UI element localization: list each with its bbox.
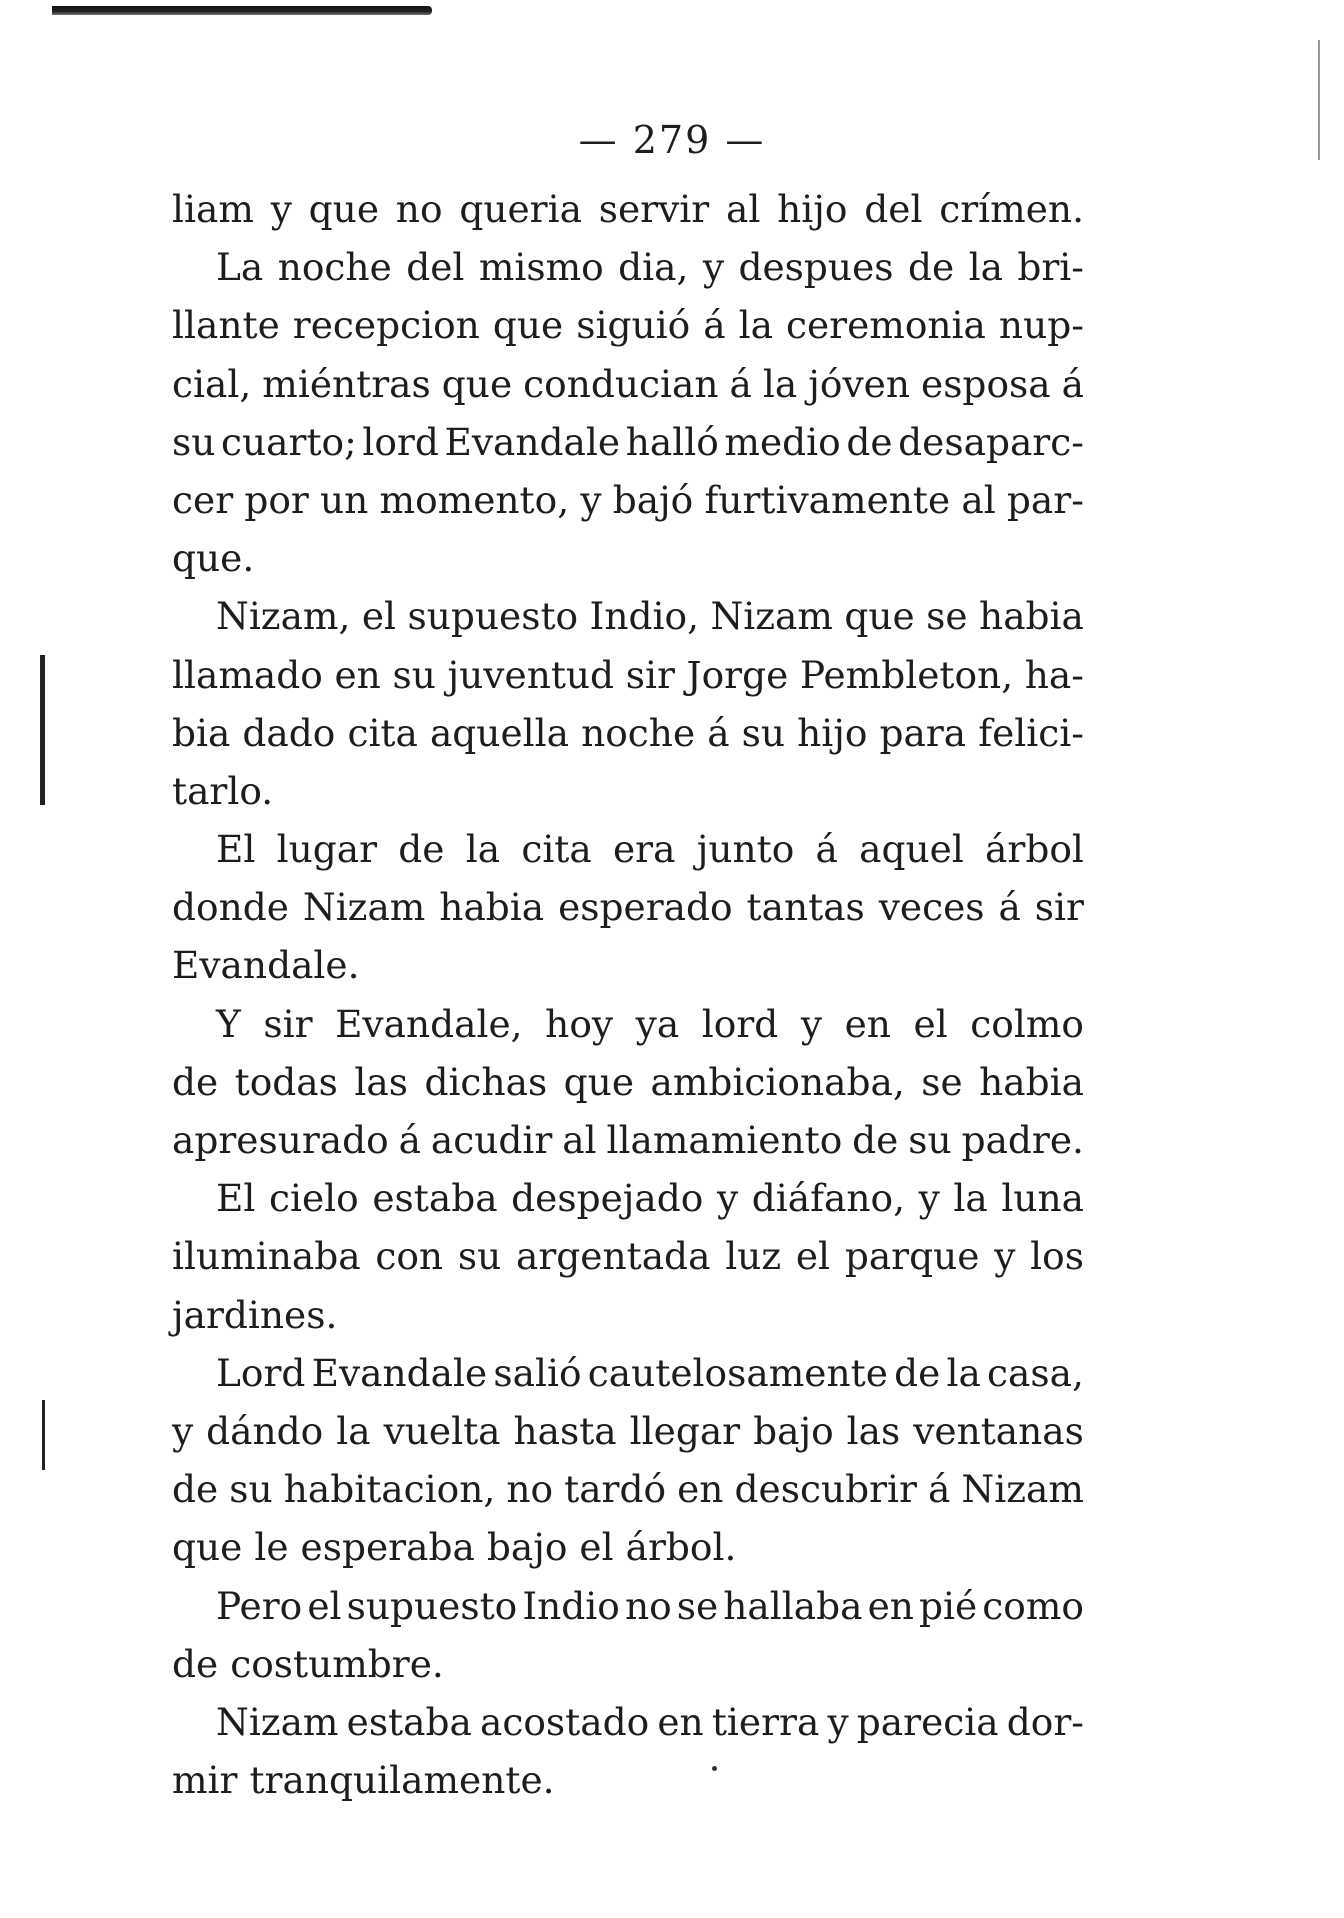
word: lord [701,1001,779,1046]
word: cial, [172,361,252,406]
word: la [738,303,773,348]
text-line [172,1344,1084,1402]
word: estaba [372,1176,498,1221]
word: tierra [711,1699,820,1744]
word: del [406,245,465,290]
word: su [172,419,216,464]
word: llamamiento [606,1118,843,1162]
word: y [702,245,725,290]
word: la [762,361,798,406]
word: ya [635,1001,680,1046]
word: ha- [1024,652,1084,697]
text-line [172,1577,1084,1635]
word: Nizam [216,1699,339,1744]
word: casa, [987,1350,1084,1395]
text-line [172,1751,1084,1809]
text-line [172,762,1084,820]
word: El [216,1176,256,1221]
word: junto [696,827,795,872]
word: vuelta [383,1408,501,1453]
text-line [172,820,1084,878]
word: lugar [276,827,378,872]
text-line [172,296,1084,354]
word: le [254,1525,289,1570]
word: despues [738,245,894,290]
word: su [457,1234,502,1279]
word: Evandale. [172,943,360,988]
word: llante [172,303,280,348]
word: habia [439,885,545,930]
word: Nizam [961,1467,1084,1512]
word: se [676,1583,719,1628]
word: tarlo. [172,768,274,813]
word: en [677,1467,724,1512]
word: los [1030,1234,1084,1279]
word: un [320,477,369,522]
word: dándo [206,1408,324,1453]
word: de [852,1118,899,1162]
word: y [270,187,292,231]
word: de [846,419,893,464]
word: Indio, [589,594,700,639]
word: noche [581,710,696,755]
word: La [216,245,264,290]
word: esposa [921,361,1051,406]
word: dor- [1006,1699,1084,1744]
word: árbol [985,827,1084,872]
word: esperaba [300,1525,475,1570]
text-line [172,995,1084,1053]
word: bia [172,710,231,755]
word: Pembleton, [799,652,1014,697]
word: Lord [216,1350,306,1395]
word: no [395,187,443,231]
word: la [953,1176,988,1221]
word: ventanas [913,1408,1084,1453]
word: el [913,1001,948,1046]
word: hijo [777,187,848,231]
word: Y [216,1001,241,1046]
word: esperado [558,885,733,930]
word: á [707,710,730,755]
word: cita [521,827,592,872]
word: tantas [746,885,865,930]
word: hoy [545,1001,614,1046]
word: luna [1001,1176,1084,1221]
word: cielo [268,1176,359,1221]
word: bajo [753,1408,834,1453]
word: como [982,1583,1084,1628]
word: hasta [513,1408,617,1453]
word: mismo [478,245,604,290]
word: cer [172,477,234,522]
word: en [657,1699,704,1744]
word: Nizam [302,885,426,930]
word: supuesto [346,1583,518,1628]
word: dado [242,710,336,755]
margin-mark [40,655,45,805]
text-line [172,529,1084,587]
word: en [334,652,381,697]
word: momento, [379,477,570,522]
word: ambicionaba, [650,1059,905,1104]
word: argentada [516,1234,711,1279]
text-line [172,1169,1084,1227]
word: Pero [216,1583,303,1628]
word: á [398,1118,421,1162]
page-number: — 279 — [578,118,766,162]
word: era [612,827,676,872]
word: bajo [486,1525,568,1570]
word: que [441,361,513,406]
word: acudir [430,1118,553,1162]
word: por [244,477,309,522]
word: de [172,1467,219,1512]
word: á [703,303,726,348]
text-line [172,646,1084,704]
word: queria [459,187,582,231]
text-line [172,1518,1084,1576]
word: Evandale, [335,1001,523,1046]
word: en [844,1001,891,1046]
word: cuarto; [221,419,357,464]
word: y [580,477,602,522]
word: al [725,187,761,231]
scan-edge-bar [52,6,432,15]
text-line [172,471,1084,529]
word: dichas [424,1059,548,1104]
word: que [308,187,380,231]
word: parque [844,1234,980,1279]
word: del [864,187,923,231]
word: á [729,361,752,406]
word: lord [362,419,439,464]
word: y [994,1234,1016,1279]
word: y [716,1176,739,1221]
word: sir [625,652,675,697]
word: hijo [797,710,868,755]
word: miéntras [262,361,431,406]
word: la [465,827,501,872]
word: las [354,1059,408,1104]
word: nup- [998,303,1084,348]
word: á [815,827,838,872]
word: habitacion, [283,1467,496,1512]
word: de [894,1350,941,1395]
text-line [172,1402,1084,1460]
word: acostado [480,1699,650,1744]
text-line [172,180,1084,238]
text-line [172,1111,1084,1169]
word: medio [724,419,841,464]
word: y [918,1176,940,1221]
word: siguió [576,303,691,348]
word: sir [263,1001,313,1046]
word: á [998,885,1021,930]
word: el [579,1525,614,1570]
word: su [908,1118,952,1162]
word: aquel [859,827,964,872]
word: de [907,245,955,290]
word: ceremonia [785,303,986,348]
word: colmo [970,1001,1084,1046]
word: árbol. [625,1525,737,1570]
text-line [172,1053,1084,1111]
word: no [506,1467,554,1512]
word: que [563,1059,635,1104]
word: apresurado [172,1118,389,1162]
text-line [172,587,1084,645]
text-line [172,1460,1084,1518]
word: que [172,1525,243,1570]
word: juventud [447,652,615,697]
word: sir [1034,885,1084,930]
margin-mark [42,1400,45,1470]
word: diáfano, [751,1176,905,1221]
word: se [926,594,968,639]
word: su [229,1467,273,1512]
word: crímen. [939,187,1084,231]
word: jardines. [172,1292,338,1337]
word: la [946,1350,981,1395]
text-line [172,704,1084,762]
word: descubrir [734,1467,917,1512]
word: el [795,1234,831,1279]
word: luz [725,1234,782,1279]
word: liam [172,187,254,231]
word: recepcion [292,303,480,348]
word: llegar [629,1408,741,1453]
word: furtivamente [704,477,951,522]
word: supuesto [407,594,579,639]
word: el [361,594,397,639]
word: la [968,245,1003,290]
word: jóven [808,361,910,406]
word: tardó [564,1467,667,1512]
word: Indio [522,1583,620,1628]
word: Nizam, [216,594,351,639]
text-line [172,1286,1084,1344]
word: á [1061,361,1084,406]
word: bri- [1017,245,1084,290]
word: su [741,710,786,755]
word: para [879,710,967,755]
word: habia [979,1059,1084,1104]
word: todas [234,1059,338,1104]
text-line [172,1227,1084,1285]
word: El [216,827,256,872]
word: Nizam [710,594,833,639]
word: halló [625,419,719,464]
word: llamado [172,652,323,697]
text-line [172,1693,1084,1751]
word: con [375,1234,444,1279]
word: estaba [346,1699,472,1744]
word: y [827,1699,849,1744]
word: salió [493,1350,582,1395]
word: noche [277,245,392,290]
word: hallaba [723,1583,863,1628]
word: desaparc- [898,419,1084,464]
word: veces [878,885,985,930]
body-text [172,180,1084,1809]
word: habia [979,594,1084,639]
word: la [336,1408,371,1453]
word: al [562,1118,597,1162]
word: aquella [429,710,569,755]
word: iluminaba [172,1234,361,1279]
word: pié [919,1583,978,1628]
word: que [844,594,915,639]
word: el [307,1583,342,1628]
word: mir [172,1758,238,1803]
word: al [961,477,996,522]
word: no [624,1583,672,1628]
text-line [172,878,1084,936]
word: felici- [978,710,1084,755]
text-line [172,238,1084,296]
word: se [921,1059,963,1104]
text-line [172,1635,1084,1693]
word: padre. [961,1118,1084,1162]
word: dia, [618,245,689,290]
word: Evandale [311,1350,488,1395]
word: y [172,1408,194,1453]
word: cita [347,710,418,755]
word: Evandale [444,419,621,464]
word: y [800,1001,823,1046]
word: su [392,652,436,697]
text-line [172,355,1084,413]
word: que. [172,536,255,581]
word: donde [172,885,289,930]
word: á [928,1467,951,1512]
word: costumbre. [230,1641,444,1686]
word: en [867,1583,914,1628]
text-line [172,413,1084,471]
word: parecia [856,1699,999,1744]
word: Jorge [686,652,789,697]
word: cautelosamente [587,1350,888,1395]
word: par- [1006,477,1084,522]
word: despejado [511,1176,704,1221]
text-line [172,936,1084,994]
word: conducian [523,361,719,406]
word: bajó [612,477,694,522]
word: las [846,1408,901,1453]
word: que [492,303,564,348]
word: de [398,827,445,872]
word: tranquilamente. [249,1758,555,1803]
word: servir [598,187,710,231]
word: de [172,1059,219,1104]
word: de [172,1641,219,1686]
